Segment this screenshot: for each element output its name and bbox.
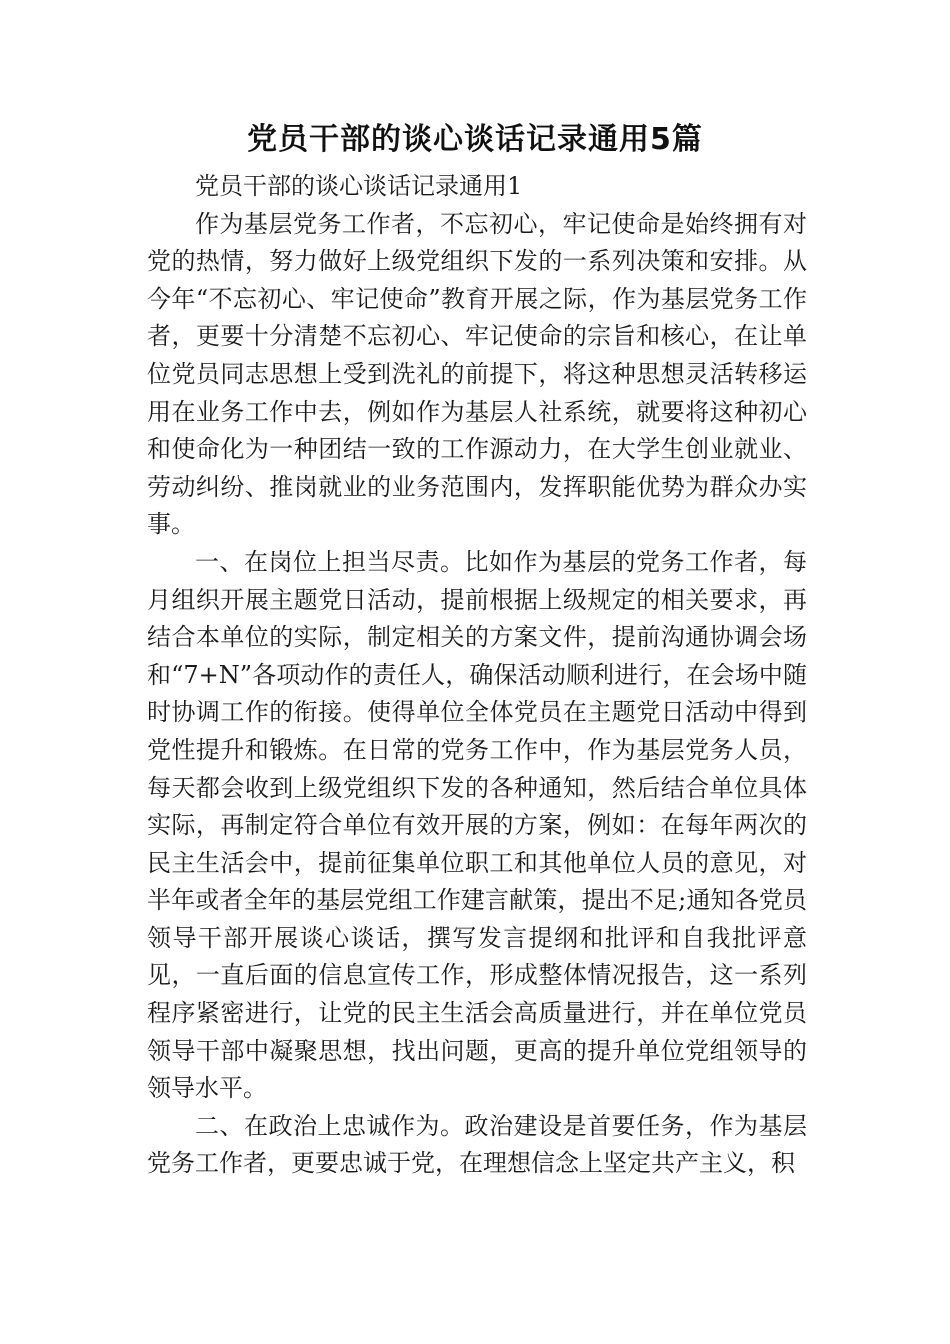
document-title: 党员干部的谈心谈话记录通用5篇 (247, 122, 703, 157)
paragraph-section-two: 二、在政治上忠诚作为。政治建设是首要任务，作为基层党务工作者，更要忠诚于党，在理想信念上坚定共产主义，积 (147, 1111, 807, 1178)
document-body (147, 168, 807, 1183)
paragraph-intro: 作为基层党务工作者，不忘初心，牢记使命是始终拥有对党的热情，努力做好上级党组织下发的一系列决策和安排。从今年“不忘初心、牢记使命”教育开展之际，作为基层党务工作者，更要十分清楚不忘初心、牢记使命的宗旨和核心，在让单位党员同志思想上受到洗礼的前提下，将这种思想灵活转移运用在业务工作中去，例如作为基层人社系统，就要将这种初心和使命化为一种团结一致的工作源动力，在大学生创业就业、劳动纠纷、推岗就业的业务范围内，发挥职能优势为群众办实事。 (147, 209, 807, 539)
paragraph-section-one: 一、在岗位上担当尽责。比如作为基层的党务工作者，每月组织开展主题党日活动，提前根据上级规定的相关要求，再结合本单位的实际，制定相关的方案文件，提前沟通协调会场和“7+N”各项动作的责任人，确保活动顺利进行，在会场中随时协调工作的衔接。使得单位全体党员在主题党日活动中得到党性提升和锻炼。在日常的党务工作中，作为基层党务人员，每天都会收到上级党组织下发的各种通知，然后结合单位具体实际，再制定符合单位有效开展的方案，例如：在每年两次的民主生活会中，提前征集单位职工和其他单位人员的意见，对半年或者全年的基层党组工作建言献策，提出不足;通知各党员领导干部开展谈心谈话，撰写发言提纲和批评和自我批评意见，一直后面的信息宣传工作，形成整体情况报告，这一系列程序紧密进行，让党的民主生活会高质量进行，并在单位党员领导干部中凝聚思想，找出问题，更高的提升单位党组领导的领导水平。 (147, 547, 807, 1103)
section-subtitle: 党员干部的谈心谈话记录通用1 (195, 172, 523, 200)
